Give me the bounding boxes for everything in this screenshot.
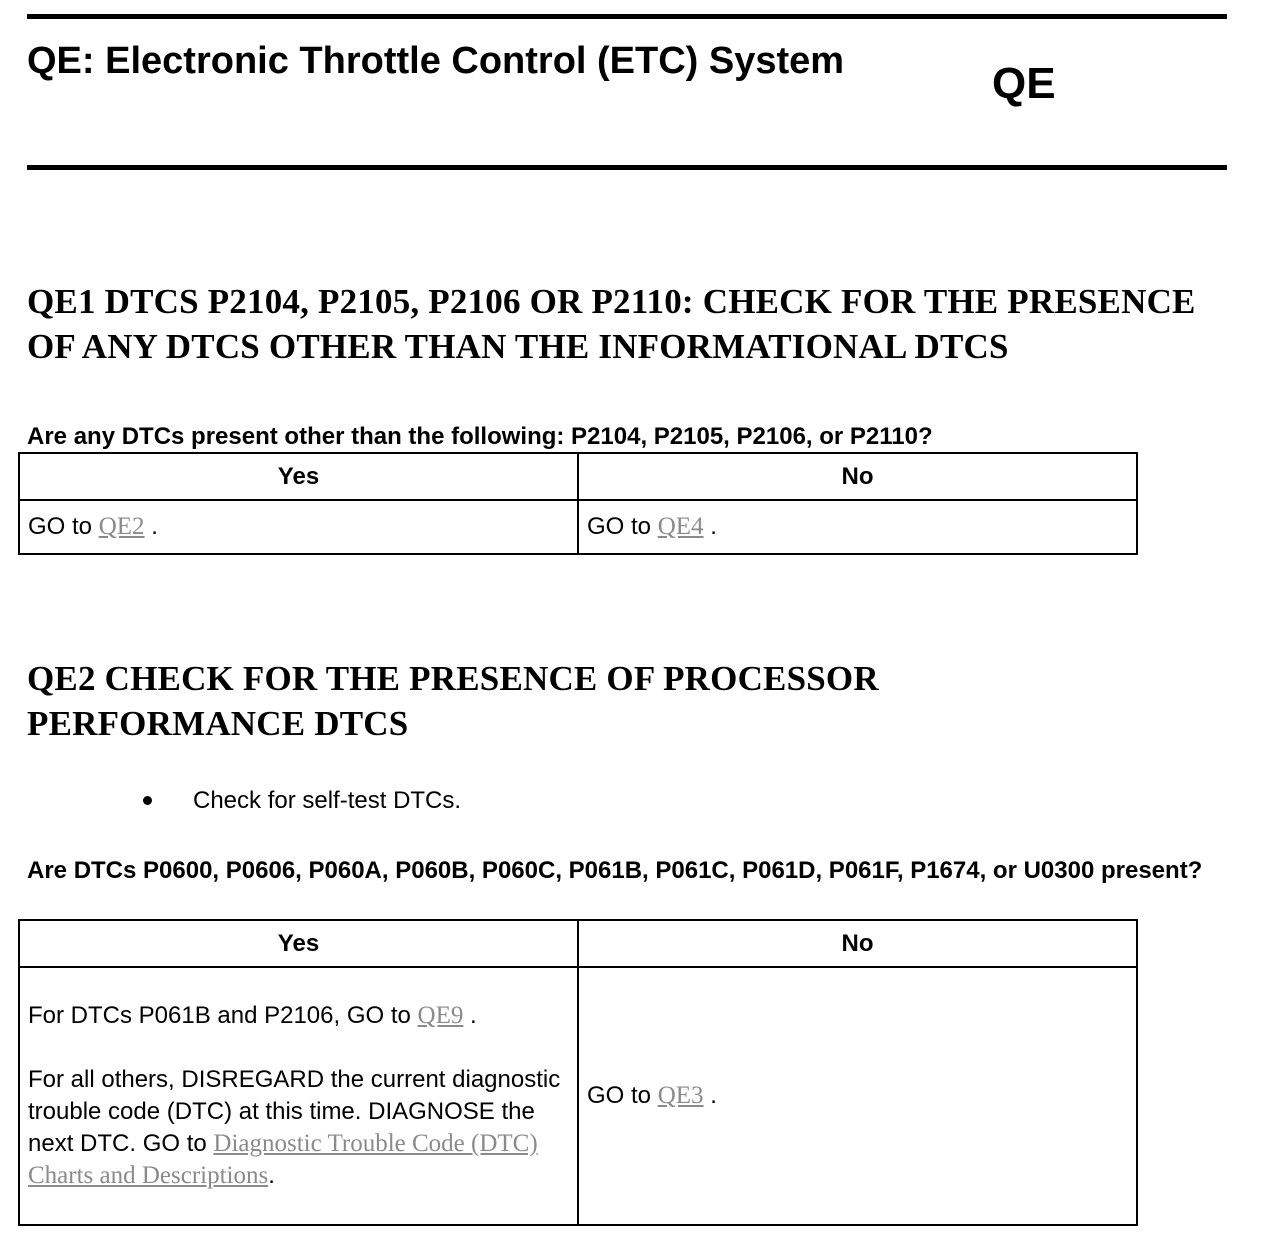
header-bottom-rule	[27, 165, 1227, 170]
qe2-link-qe3[interactable]: QE3	[657, 1082, 704, 1109]
section-code: QE	[992, 59, 1056, 108]
qe1-yes-suffix: .	[151, 513, 158, 540]
qe2-heading: QE2 CHECK FOR THE PRESENCE OF PROCESSOR PERFORMANCE DTCS	[27, 659, 879, 743]
qe2-yes-line1	[28, 1000, 569, 1032]
qe1-yes-prefix: GO to	[28, 513, 93, 540]
qe1-answer-table	[18, 452, 1138, 555]
qe2-yes-line1-suffix: .	[470, 1002, 477, 1029]
qe1-link-qe2[interactable]: QE2	[98, 513, 145, 540]
qe1-no-cell	[578, 500, 1137, 554]
qe2-bullet-text: Check for self-test DTCs.	[193, 787, 462, 814]
bullet-icon	[143, 786, 171, 816]
qe2-question: Are DTCs P0600, P0606, P060A, P060B, P060C, P061B, P061C, P061D, P061F, P1674, or U0300 present?	[27, 857, 1203, 884]
qe2-yes-line2-text: For all others, DISREGARD the current diagnostic trouble code (DTC) at this time. DIAGNOSE the next DTC. GO to	[28, 1066, 561, 1157]
qe2-yes-header: Yes	[19, 920, 578, 967]
qe2-bullet-item	[143, 786, 461, 816]
qe1-no-header: No	[578, 453, 1137, 500]
qe2-no-prefix: GO to	[587, 1082, 652, 1109]
qe2-no-suffix: .	[710, 1082, 717, 1109]
qe2-answer-table	[18, 919, 1138, 1226]
qe2-yes-cell	[19, 967, 578, 1225]
qe1-yes-header: Yes	[19, 453, 578, 500]
qe2-link-dtc-charts[interactable]: Diagnostic Trouble Code (DTC) Charts and Descriptions	[28, 1130, 538, 1189]
qe1-no-prefix: GO to	[587, 513, 652, 540]
page-title: QE: Electronic Throttle Control (ETC) System	[27, 40, 845, 82]
header-top-rule	[27, 14, 1227, 19]
qe1-question: Are any DTCs present other than the following: P2104, P2105, P2106, or P2110?	[27, 423, 933, 450]
qe1-yes-cell	[19, 500, 578, 554]
qe2-yes-line2	[28, 1064, 569, 1192]
qe2-no-cell	[578, 967, 1137, 1225]
qe1-link-qe4[interactable]: QE4	[657, 513, 704, 540]
qe2-yes-line2-suffix: .	[268, 1162, 275, 1189]
qe1-heading: QE1 DTCS P2104, P2105, P2106 OR P2110: CHECK FOR THE PRESENCE OF ANY DTCS OTHER THAN THE INFORMATIONAL DTCS	[27, 282, 1196, 366]
qe1-no-suffix: .	[710, 513, 717, 540]
qe2-no-header: No	[578, 920, 1137, 967]
qe2-yes-line1-prefix: For DTCs P061B and P2106, GO to	[28, 1002, 411, 1029]
qe2-link-qe9[interactable]: QE9	[417, 1002, 464, 1029]
